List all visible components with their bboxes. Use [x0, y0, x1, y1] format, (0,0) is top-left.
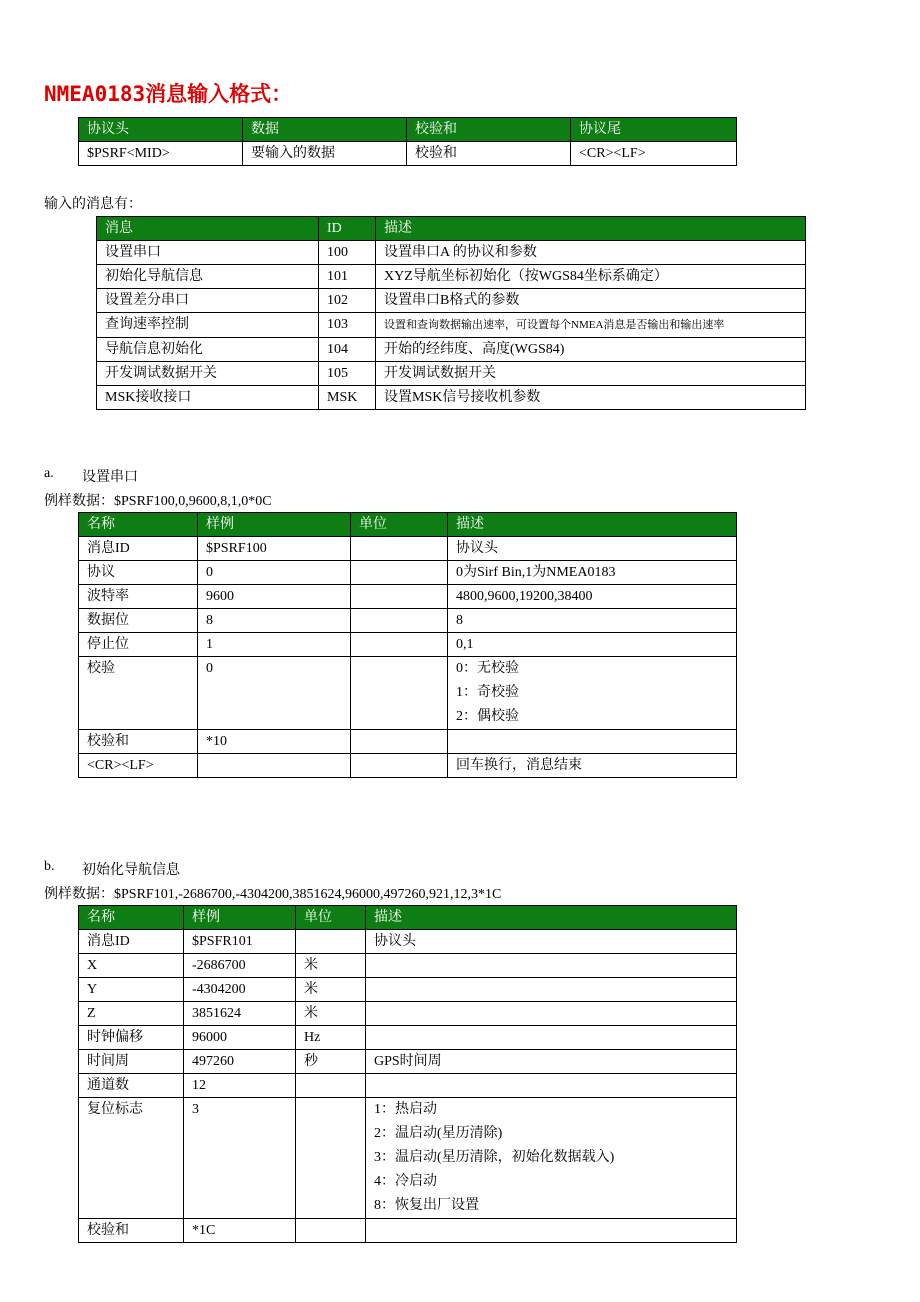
table-row — [79, 142, 737, 166]
table-row — [79, 537, 737, 561]
param-sample-cell — [198, 754, 351, 778]
param-sample-cell: 9600 — [198, 585, 351, 609]
param-sample-cell: *10 — [198, 730, 351, 754]
desc-line: 1：奇校验 — [456, 685, 519, 700]
param-unit-cell — [351, 657, 448, 730]
header-row — [79, 118, 737, 142]
column-header: 名称 — [79, 513, 198, 537]
table-cell: 105 — [319, 362, 376, 386]
param-unit-cell — [351, 633, 448, 657]
param-unit-cell — [351, 609, 448, 633]
table-row — [79, 585, 737, 609]
param-desc-cell: 4800,9600,19200,38400 — [448, 585, 737, 609]
param-desc-cell: 0为Sirf Bin,1为NMEA0183 — [448, 561, 737, 585]
table-row — [97, 313, 806, 338]
table-cell: 设置串口B格式的参数 — [376, 289, 806, 313]
param-sample-cell: 3 — [184, 1098, 296, 1219]
table-cell: 设置串口 — [97, 241, 319, 265]
param-sample-cell: $PSRF100 — [198, 537, 351, 561]
param-desc-cell — [366, 1098, 737, 1219]
table-cell: 103 — [319, 313, 376, 338]
table-row — [79, 1050, 737, 1074]
column-header: 协议头 — [79, 118, 243, 142]
param-name-cell: X — [79, 954, 184, 978]
table-row — [79, 657, 737, 730]
param-desc-cell — [366, 1002, 737, 1026]
column-header: 样例 — [198, 513, 351, 537]
param-name-cell: 消息ID — [79, 930, 184, 954]
table-cell: 101 — [319, 265, 376, 289]
param-unit-cell — [296, 1074, 366, 1098]
column-header: 单位 — [351, 513, 448, 537]
section-b-heading: 初始化导航信息 — [82, 863, 180, 878]
param-desc-cell — [366, 1026, 737, 1050]
table-cell: 设置MSK信号接收机参数 — [376, 386, 806, 410]
table-row — [97, 338, 806, 362]
param-name-cell: 数据位 — [79, 609, 198, 633]
param-unit-cell: 米 — [296, 1002, 366, 1026]
section-a-example: 例样数据：$PSRF100,0,9600,8,1,0*0C — [44, 494, 272, 509]
param-desc-cell — [448, 657, 737, 730]
table-cell: 设置串口A 的协议和参数 — [376, 241, 806, 265]
param-unit-cell: 秒 — [296, 1050, 366, 1074]
param-sample-cell: -2686700 — [184, 954, 296, 978]
table-row — [97, 289, 806, 313]
table-cell: 开发调试数据开关 — [97, 362, 319, 386]
column-header: 数据 — [243, 118, 407, 142]
desc-line: 2：温启动(星历清除) — [374, 1126, 503, 1141]
param-name-cell: Z — [79, 1002, 184, 1026]
column-header: 描述 — [376, 217, 806, 241]
param-desc-cell — [448, 730, 737, 754]
table-cell: 开发调试数据开关 — [376, 362, 806, 386]
param-name-cell: 校验 — [79, 657, 198, 730]
desc-line: 1：热启动 — [374, 1102, 437, 1117]
param-unit-cell: 米 — [296, 954, 366, 978]
param-unit-cell: 米 — [296, 978, 366, 1002]
table-cell: 初始化导航信息 — [97, 265, 319, 289]
param-name-cell: 时间周 — [79, 1050, 184, 1074]
param-name-cell: 复位标志 — [79, 1098, 184, 1219]
table-cell: <CR><LF> — [571, 142, 737, 166]
table-cell: 104 — [319, 338, 376, 362]
table-row — [79, 730, 737, 754]
desc-line: 3：温启动(星历清除，初始化数据载入) — [374, 1150, 615, 1165]
table-row — [79, 930, 737, 954]
param-name-cell: <CR><LF> — [79, 754, 198, 778]
param-desc-cell: 回车换行，消息结束 — [448, 754, 737, 778]
param-sample-cell: -4304200 — [184, 978, 296, 1002]
table-row — [79, 754, 737, 778]
param-sample-cell: 1 — [198, 633, 351, 657]
table-cell: 校验和 — [407, 142, 571, 166]
column-header: 描述 — [448, 513, 737, 537]
table-row — [79, 1002, 737, 1026]
param-desc-cell — [366, 1074, 737, 1098]
param-unit-cell — [351, 730, 448, 754]
messages-heading: 输入的消息有： — [44, 197, 142, 212]
param-desc-cell — [366, 978, 737, 1002]
table-cell: 开始的经纬度、高度(WGS84) — [376, 338, 806, 362]
column-header: 消息 — [97, 217, 319, 241]
table-row — [79, 1219, 737, 1243]
column-header: 校验和 — [407, 118, 571, 142]
param-sample-cell: 3851624 — [184, 1002, 296, 1026]
table-row — [79, 1098, 737, 1219]
table-row — [97, 362, 806, 386]
param-unit-cell — [296, 1219, 366, 1243]
param-sample-cell: $PSFR101 — [184, 930, 296, 954]
header-row — [79, 513, 737, 537]
table-cell: 设置差分串口 — [97, 289, 319, 313]
param-name-cell: 波特率 — [79, 585, 198, 609]
param-desc-cell — [366, 1219, 737, 1243]
table-row — [79, 954, 737, 978]
param-unit-cell — [351, 537, 448, 561]
param-sample-cell: 96000 — [184, 1026, 296, 1050]
param-unit-cell: Hz — [296, 1026, 366, 1050]
param-sample-cell: 0 — [198, 561, 351, 585]
table-cell: $PSRF<MID> — [79, 142, 243, 166]
param-desc-cell: GPS时间周 — [366, 1050, 737, 1074]
serial-port-params-table — [78, 512, 737, 778]
table-cell: MSK — [319, 386, 376, 410]
table-row — [79, 633, 737, 657]
param-desc-cell: 8 — [448, 609, 737, 633]
column-header: 描述 — [366, 906, 737, 930]
param-unit-cell — [351, 561, 448, 585]
param-sample-cell: *1C — [184, 1219, 296, 1243]
param-sample-cell: 0 — [198, 657, 351, 730]
section-a-heading: 设置串口 — [82, 470, 138, 485]
column-header: 协议尾 — [571, 118, 737, 142]
column-header: 单位 — [296, 906, 366, 930]
table-row — [79, 1074, 737, 1098]
param-name-cell: 消息ID — [79, 537, 198, 561]
param-sample-cell: 8 — [198, 609, 351, 633]
param-desc-cell: 协议头 — [448, 537, 737, 561]
column-header: 名称 — [79, 906, 184, 930]
table-cell: 设置和查询数据输出速率，可设置每个NMEA消息是否输出和输出速率 — [376, 313, 806, 338]
param-unit-cell — [351, 754, 448, 778]
param-unit-cell — [296, 930, 366, 954]
column-header: 样例 — [184, 906, 296, 930]
desc-line: 8：恢复出厂设置 — [374, 1198, 479, 1213]
table-cell: 导航信息初始化 — [97, 338, 319, 362]
table-cell: 查询速率控制 — [97, 313, 319, 338]
table-row — [97, 386, 806, 410]
param-name-cell: 校验和 — [79, 1219, 184, 1243]
param-desc-cell: 0,1 — [448, 633, 737, 657]
desc-line: 2：偶校验 — [456, 709, 519, 724]
param-sample-cell: 12 — [184, 1074, 296, 1098]
table-row — [79, 561, 737, 585]
param-unit-cell — [351, 585, 448, 609]
param-unit-cell — [296, 1098, 366, 1219]
param-name-cell: 通道数 — [79, 1074, 184, 1098]
column-header: ID — [319, 217, 376, 241]
table-cell: MSK接收接口 — [97, 386, 319, 410]
table-cell: XYZ导航坐标初始化（按WGS84坐标系确定） — [376, 265, 806, 289]
param-name-cell: 停止位 — [79, 633, 198, 657]
table-cell: 要输入的数据 — [243, 142, 407, 166]
param-desc-cell — [366, 954, 737, 978]
param-desc-cell: 协议头 — [366, 930, 737, 954]
param-name-cell: 时钟偏移 — [79, 1026, 184, 1050]
desc-line: 4：冷启动 — [374, 1174, 437, 1189]
section-b-marker: b. — [44, 859, 55, 874]
section-a-marker: a. — [44, 466, 54, 481]
section-b-example: 例样数据：$PSRF101,-2686700,-4304200,3851624,96000,497260,921,12,3*1C — [44, 887, 502, 902]
page-title: NMEA0183消息输入格式： — [44, 82, 293, 106]
table-row — [79, 1026, 737, 1050]
param-sample-cell: 497260 — [184, 1050, 296, 1074]
param-name-cell: 协议 — [79, 561, 198, 585]
table-cell: 102 — [319, 289, 376, 313]
table-row — [79, 609, 737, 633]
table-row — [97, 265, 806, 289]
desc-line: 0：无校验 — [456, 661, 519, 676]
param-name-cell: 校验和 — [79, 730, 198, 754]
table-row — [79, 978, 737, 1002]
nav-init-params-table — [78, 905, 737, 1243]
table-cell: 100 — [319, 241, 376, 265]
format-table — [78, 117, 737, 166]
table-row — [97, 241, 806, 265]
messages-table — [96, 216, 806, 410]
param-name-cell: Y — [79, 978, 184, 1002]
header-row — [97, 217, 806, 241]
header-row — [79, 906, 737, 930]
